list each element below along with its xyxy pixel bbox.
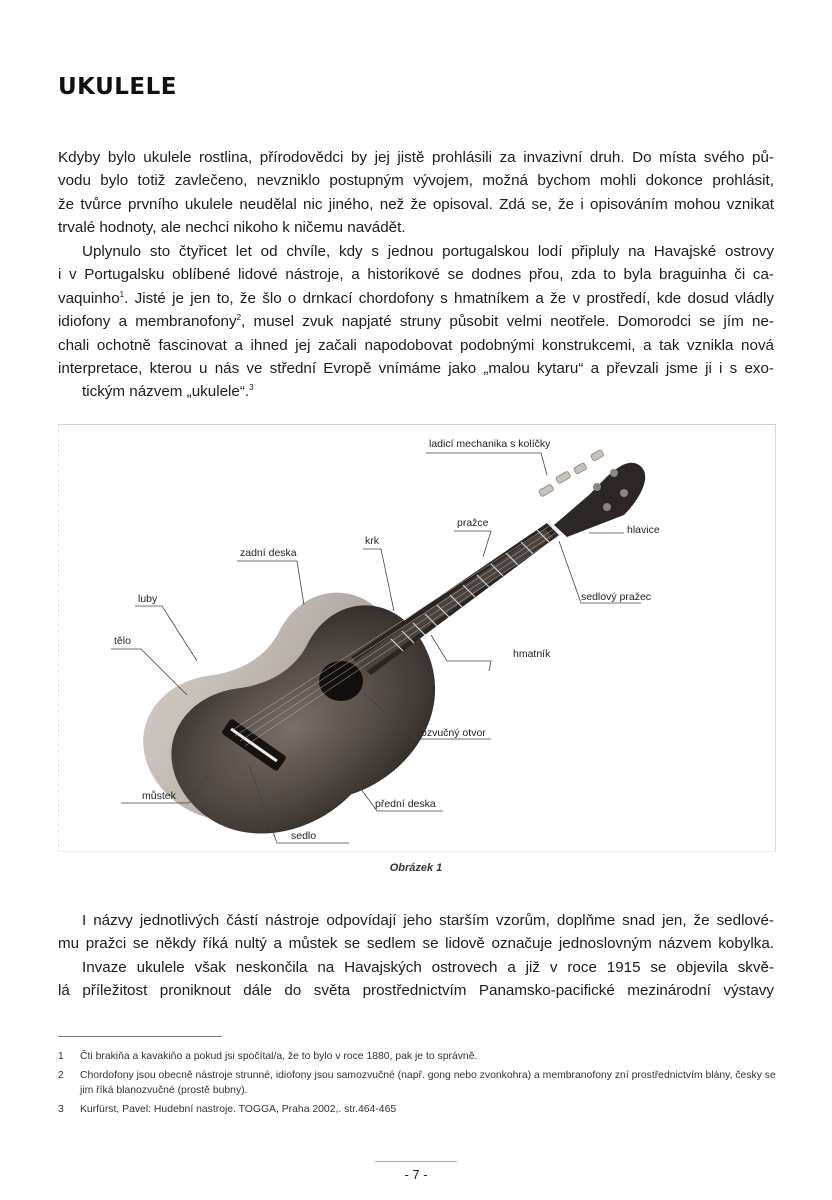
- label-head: hlavice: [627, 524, 660, 536]
- ukulele-figure: [58, 424, 776, 852]
- label-frets: pražce: [457, 517, 489, 529]
- footnote: [58, 1068, 788, 1098]
- text-line: vodu bylo totiž zavlečeno, nevzniklo postupným vývojem, možná bychom mohli dokonce prohlásit,: [58, 172, 774, 190]
- text-line: [58, 287, 774, 310]
- text-line: Uplynulo sto čtyřicet let od chvíle, kdy s jednou portugalskou lodí připluly na Havajské ostrovy: [82, 243, 774, 260]
- text-fragment: , musel zvuk napjaté struny působit velmi neotřele. Domorodci se jím ne-: [241, 313, 774, 331]
- text-line: chali ochotně fascinovat a ihned jej začali napodobovat podobnými konstrukcemi, a tak vznikla nová: [58, 336, 774, 354]
- text-fragment: tickým názvem „ukulele“.: [82, 383, 250, 401]
- footnote-text: Kurfürst, Pavel: Hudební nastroje. TOGGA, Praha 2002,. str.464-465: [80, 1104, 397, 1115]
- label-soundhole: ozvučný otvor: [421, 727, 486, 739]
- label-back: zadní deska: [240, 547, 297, 559]
- names-paragraph: [58, 909, 774, 1003]
- page-number: - 7 -: [404, 1167, 428, 1182]
- history-paragraph: [58, 240, 774, 404]
- intro-paragraph: [58, 146, 774, 240]
- label-top: přední deska: [375, 798, 436, 810]
- text-line: [58, 380, 774, 403]
- ukulele-illustration: [59, 425, 775, 851]
- footnote-ref: 2: [236, 313, 242, 323]
- footnote-text: Čti brakiňa a kavakiňo a pokud jsi spočítal/a, že to bylo v roce 1880, pak je to správně.: [80, 1051, 478, 1062]
- label-body: tělo: [114, 635, 131, 647]
- footnote-ref: 3: [249, 383, 254, 393]
- text-fragment: vaquinho: [58, 289, 120, 307]
- text-line: interpretace, kterou u nás ve střední Evropě vnímáme jako „malou kytaru“ a převzali jsme ji i s exo-: [58, 360, 774, 378]
- text-line: lá příležitost proniknout dále do světa prostřednictvím Panamsko-pacifické mezinárodní výstavy: [58, 982, 774, 1000]
- label-nut: sedlový pražec: [581, 591, 652, 603]
- text-line: mu pražci se někdy říká nultý a můstek se sedlem se lidově označuje jednoslovným názvem kobylka.: [58, 935, 774, 953]
- footnote-text: Chordofony jsou obecně nástroje strunné, idiofony jsou samozvučné (např. gong nebo zvonkohra) a membranofony zní prostřednictvím blány, česky se jim říká blanozvučné (prostě bubny).: [80, 1070, 776, 1096]
- text-line: [58, 310, 774, 333]
- footnote: [58, 1102, 788, 1117]
- text-line: i v Portugalsku oblíbené lidové nástroje, a historikové se dodnes přou, zda to byla braguinha či ca-: [58, 266, 774, 284]
- text-line: trvalé hodnoty, ale nechci nikoho k ničemu navádět.: [58, 219, 406, 237]
- footnote-number: 1: [58, 1051, 64, 1062]
- label-bridge: můstek: [142, 790, 176, 802]
- label-sides: luby: [138, 593, 158, 605]
- page-number-rule: [375, 1161, 457, 1162]
- label-neck: krk: [365, 535, 379, 547]
- footnote-separator: [58, 1036, 222, 1037]
- text-fragment: idiofony a membranofony: [58, 313, 237, 331]
- text-line: I názvy jednotlivých částí nástroje odpovídají jeho starším vzorům, doplňme snad jen, že sedlové-: [82, 912, 774, 929]
- footnote-ref: 1: [119, 289, 125, 299]
- label-saddle: sedlo: [291, 830, 317, 842]
- page-title: UKULELE: [58, 74, 178, 100]
- text-line: že tvůrce prvního ukulele neudělal nic jiného, než že opisoval. Zdá se, že i opisováním mohou vznikat: [58, 195, 774, 213]
- footnote: [58, 1049, 788, 1064]
- footnote-number: 3: [58, 1104, 64, 1115]
- label-fingerboard: hmatník: [513, 648, 551, 660]
- text-line: Invaze ukulele však neskončila na Havajských ostrovech a již v roce 1915 se objevila skvě-: [82, 958, 774, 976]
- text-fragment: . Jisté je jen to, že šlo o drnkací chordofony s hmatníkem a že v prostředí, kde dosud vládly: [124, 289, 774, 307]
- footnote-number: 2: [58, 1070, 64, 1081]
- figure-caption: Obrázek 1: [389, 862, 443, 874]
- text-line: Kdyby bylo ukulele rostlina, přírodovědci by jej jistě prohlásili za invazivní druh. Do místa svého pů-: [58, 149, 774, 166]
- label-tuners: ladicí mechanika s kolíčky: [429, 438, 551, 450]
